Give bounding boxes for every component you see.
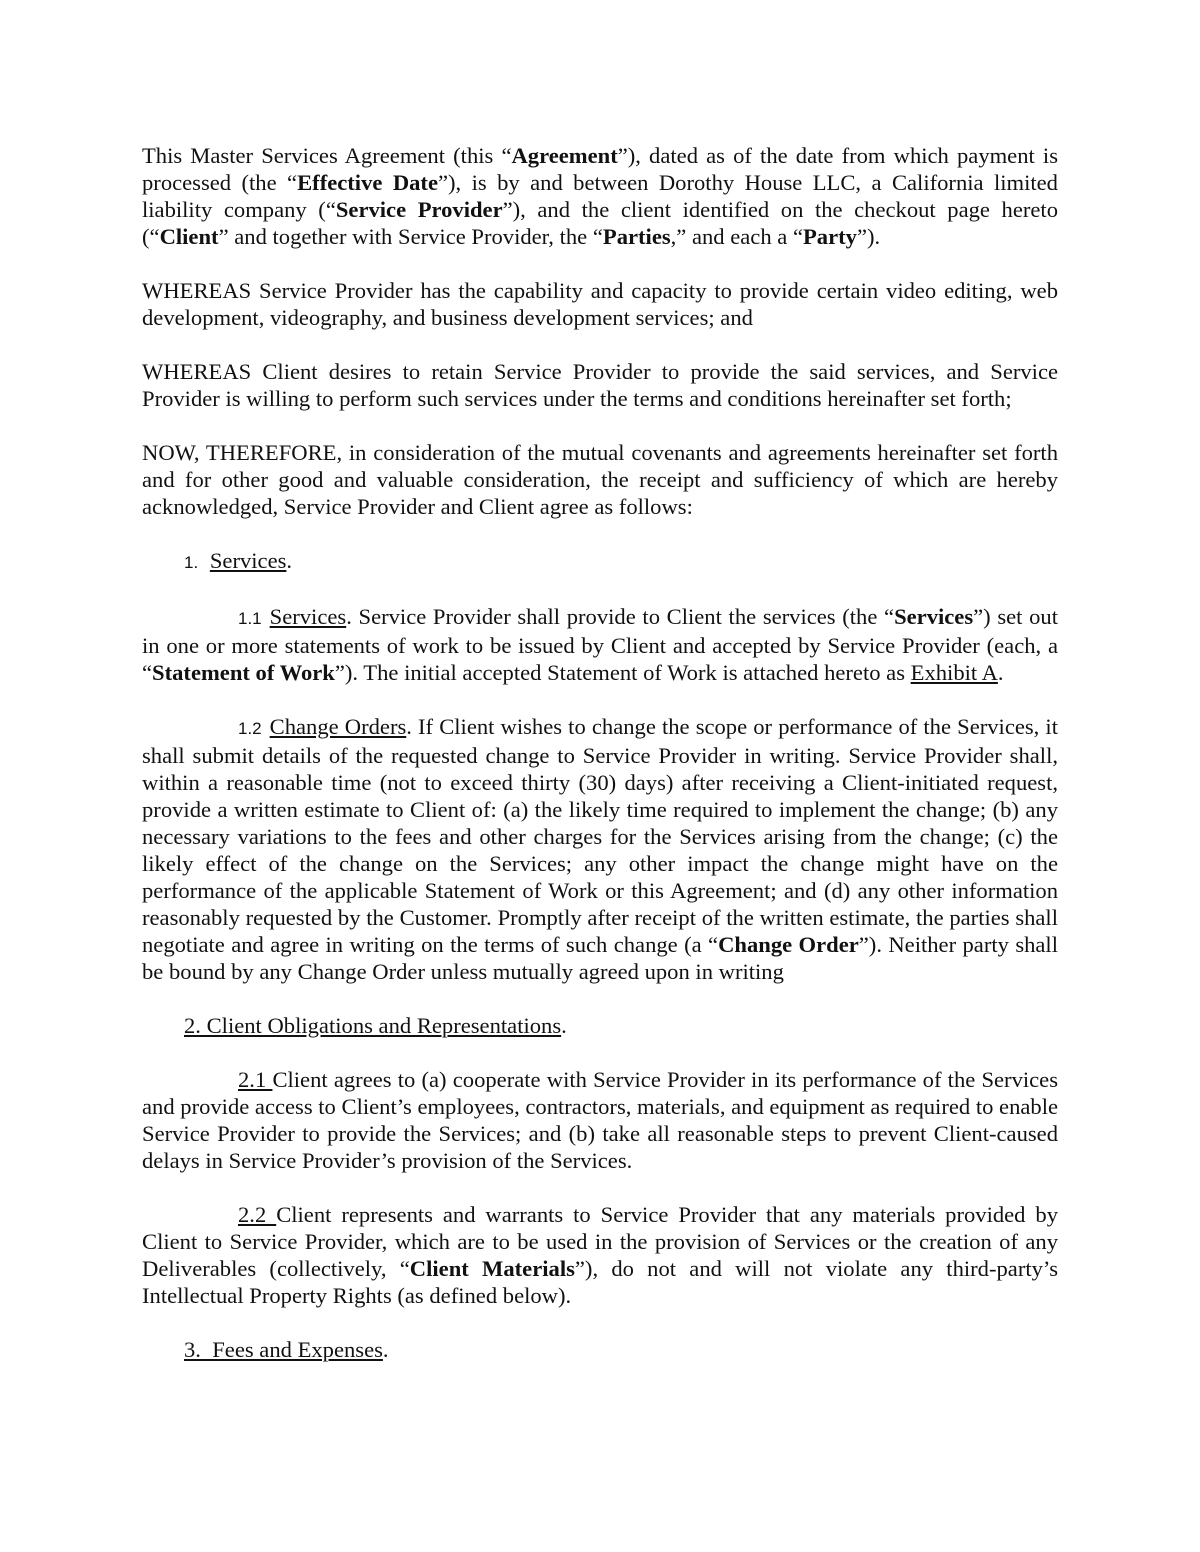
clause-2-1-number: 2.1 bbox=[238, 1067, 273, 1092]
intro-paragraph: This Master Services Agreement (this “Agreement”), dated as of the date from which payment is processed (the “Effective Date”), is by and between Dorothy House LLC, a California limited liability company (“Service Provider”), and the client identified on the checkout page hereto (“Client” and together with Service Provider, the “Parties,” and each a “Party”). bbox=[142, 143, 1058, 249]
defined-term-client: Client bbox=[159, 224, 219, 249]
section-1-number: 1. bbox=[184, 553, 199, 572]
section-1-title: Services bbox=[209, 548, 287, 573]
document-page bbox=[142, 142, 1058, 1390]
clause-1-2-heading: Change Orders bbox=[269, 714, 407, 739]
clause-2-1: 2.1 Client agrees to (a) cooperate with Service Provider in its performance of the Services and provide access to Client’s employees, contractors, materials, and equipment as required to enable Service Provider to provide the Services; and (b) take all reasonable steps to prevent Client-caused delays in Service Provider’s provision of the Services. bbox=[142, 1067, 1058, 1173]
defined-term-parties: Parties bbox=[602, 224, 671, 249]
whereas-paragraph-1: WHEREAS Service Provider has the capability and capacity to provide certain video editing, web development, videography, and business development services; and bbox=[142, 278, 1058, 330]
defined-term-statement-of-work: Statement of Work bbox=[152, 660, 335, 685]
section-1-heading: 1. Services. bbox=[184, 548, 293, 573]
clause-2-2: 2.2 Client represents and warrants to Service Provider that any materials provided by Client to Service Provider, which are to be used in the provision of Services or the creation of any Deliverables (collectively, “Client Materials”), do not and will not violate any third-party’s Intellectual Property Rights (as defined below). bbox=[142, 1202, 1059, 1308]
exhibit-a-reference: Exhibit A bbox=[910, 660, 998, 685]
clause-2-2-number: 2.2 bbox=[238, 1202, 277, 1227]
section-3-title: 3. Fees and Expenses bbox=[184, 1337, 383, 1362]
defined-term-client-materials: Client Materials bbox=[409, 1256, 575, 1281]
clause-1-1-heading: Services bbox=[269, 604, 347, 629]
section-2-title: 2. Client Obligations and Representations bbox=[184, 1013, 562, 1038]
section-3-heading: 3. Fees and Expenses. bbox=[184, 1337, 389, 1362]
clause-1-1: 1.1 Services. Service Provider shall provide to Client the services (the “Services”) set out in one or more statements of work to be issued by Client and accepted by Service Provider (each, a “Statement of Work”). The initial accepted Statement of Work is attached hereto as Exhibit A. bbox=[142, 604, 1058, 685]
defined-term-services: Services bbox=[894, 604, 974, 629]
clause-1-2: 1.2 Change Orders. If Client wishes to change the scope or performance of the Services, it shall submit details of the requested change to Service Provider in writing. Service Provider shall, within a reasonable time (not to exceed thirty (30) days) after receiving a Client-initiated request, provide a written estimate to Client of: (a) the likely time required to implement the change; (b) any necessary variations to the fees and other charges for the Services arising from the change; (c) the likely effect of the change on the Services; any other impact the change might have on the performance of the applicable Statement of Work or this Agreement; and (d) any other information reasonably requested by the Customer. Promptly after receipt of the written estimate, the parties shall negotiate and agree in writing on the terms of such change (a “Change Order”). Neither party shall be bound by any Change Order unless mutually agreed upon in writing bbox=[142, 714, 1058, 984]
section-2-heading: 2. Client Obligations and Representations. bbox=[184, 1013, 567, 1038]
defined-term-change-order: Change Order bbox=[718, 932, 859, 957]
clause-1-1-number: 1.1 bbox=[238, 609, 262, 628]
defined-term-effective-date: Effective Date bbox=[297, 170, 438, 195]
defined-term-party: Party bbox=[802, 224, 857, 249]
whereas-paragraph-2: WHEREAS Client desires to retain Service Provider to provide the said services, and Service Provider is willing to perform such services under the terms and conditions hereinafter set forth; bbox=[142, 359, 1058, 411]
now-therefore-paragraph: NOW, THEREFORE, in consideration of the mutual covenants and agreements hereinafter set forth and for other good and valuable consideration, the receipt and sufficiency of which are hereby acknowledged, Service Provider and Client agree as follows: bbox=[142, 440, 1058, 519]
defined-term-agreement: Agreement bbox=[511, 143, 618, 168]
defined-term-service-provider: Service Provider bbox=[335, 197, 503, 222]
clause-1-2-number: 1.2 bbox=[238, 719, 262, 738]
